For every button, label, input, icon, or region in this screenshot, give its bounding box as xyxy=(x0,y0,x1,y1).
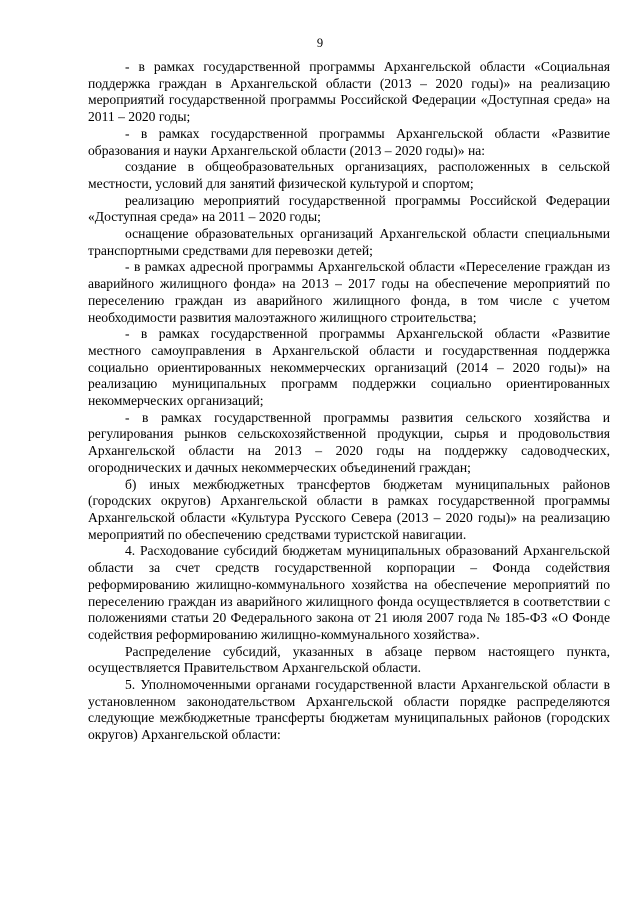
paragraph: - в рамках государственной программы Архангельской области «Социальная поддержка граждан в Архангельской области (2013 – 2020 годы)» на реализацию мероприятий государственной программы Российской Федерации «Доступная среда» на 2011 – 2020 годы; xyxy=(88,59,610,125)
page-number: 9 xyxy=(316,36,324,50)
paragraph: оснащение образовательных организаций Архангельской области специальными транспортными средствами для перевозки детей; xyxy=(88,226,610,258)
paragraph: 4. Расходование субсидий бюджетам муниципальных образований Архангельской области за счет средств государственной корпорации – Фонда содействия реформированию жилищно-коммунального хозяйства на обеспечение мероприятий по переселению граждан из аварийного жилищного фонда осуществляется в соответствии с положениями статьи 20 Федерального закона от 21 июля 2007 года № 185-ФЗ «О Фонде содействия реформированию жилищно-коммунального хозяйства». xyxy=(88,543,610,642)
paragraph: б) иных межбюджетных трансфертов бюджетам муниципальных районов (городских округов) Архангельской области в рамках государственной программы Архангельской области «Культура Русского Севера (2013 – 2020 годы)» на реализацию мероприятий по обеспечению средствами туристской навигации. xyxy=(88,476,610,542)
paragraph: 5. Уполномоченными органами государственной власти Архангельской области в установленном законодательством Архангельской области порядке распределяются следующие межбюджетные трансферты бюджетам муниципальных районов (городских округов) Архангельской области: xyxy=(88,677,610,743)
document-body xyxy=(88,59,610,744)
paragraph: создание в общеобразовательных организациях, расположенных в сельской местности, условий для занятий физической культурой и спортом; xyxy=(88,159,610,191)
paragraph: - в рамках государственной программы развития сельского хозяйства и регулирования рынков сельскохозяйственной продукции, сырья и продовольствия Архангельской области на 2013 – 2020 годы на поддержку садоводческих, огороднических и дачных некоммерческих объединений граждан; xyxy=(88,409,610,475)
paragraph: - в рамках адресной программы Архангельской области «Переселение граждан из аварийного жилищного фонда» на 2013 – 2017 годы на обеспечение мероприятий по переселению граждан из аварийного жилищного фонда, в том числе с учетом необходимости развития малоэтажного жилищного строительства; xyxy=(88,259,610,325)
paragraph: Распределение субсидий, указанных в абзаце первом настоящего пункта, осуществляется Правительством Архангельской области. xyxy=(88,643,610,676)
paragraph: - в рамках государственной программы Архангельской области «Развитие местного самоуправления в Архангельской области и государственная поддержка социально ориентированных некоммерческих организаций (2014 – 2020 годы)» на реализацию муниципальных программ поддержки социально ориентированных некоммерческих организаций; xyxy=(88,326,610,409)
paragraph: реализацию мероприятий государственной программы Российской Федерации «Доступная среда» на 2011 – 2020 годы; xyxy=(88,192,610,225)
paragraph: - в рамках государственной программы Архангельской области «Развитие образования и науки Архангельской области (2013 – 2020 годы)» на: xyxy=(88,125,610,158)
